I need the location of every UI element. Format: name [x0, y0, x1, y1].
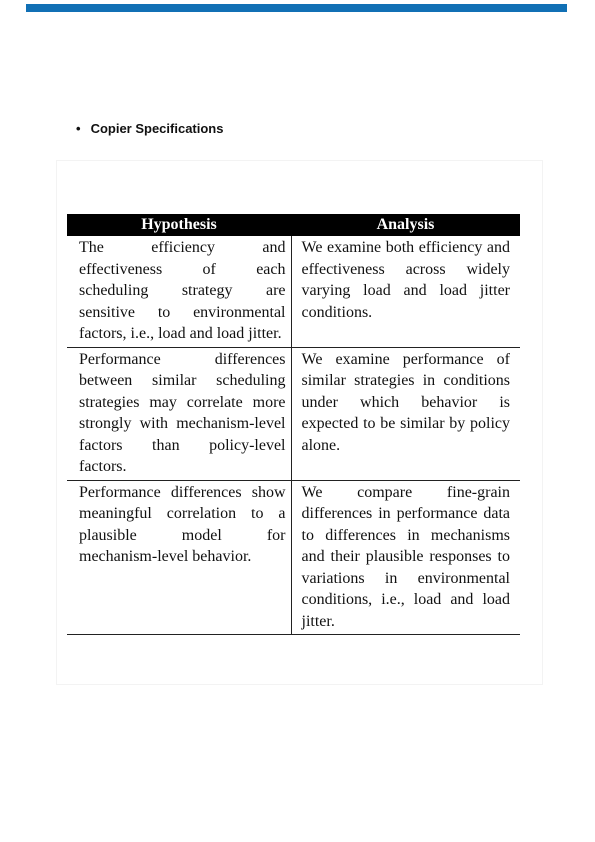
- bullet-icon: •: [76, 121, 81, 136]
- section-heading: [76, 121, 223, 136]
- hypothesis-cell: Performance differences show meaningful correlation to a plausible model for mechanism-level behavior.: [67, 480, 291, 635]
- table-row: [67, 236, 520, 347]
- hypothesis-cell: Performance differences between similar scheduling strategies may correlate more strongly with mechanism-level factors than policy-level factors.: [67, 347, 291, 480]
- table-header-row: [67, 214, 520, 236]
- header-hypothesis: Hypothesis: [67, 214, 291, 236]
- hypothesis-cell: The efficiency and effectiveness of each scheduling strategy are sensitive to environmental factors, i.e., load and load jitter.: [67, 236, 291, 347]
- header-analysis: Analysis: [291, 214, 520, 236]
- section-title: Copier Specifications: [90, 121, 224, 136]
- analysis-cell: We examine performance of similar strategies in conditions under which behavior is expected to be similar by policy alone.: [291, 347, 520, 480]
- analysis-cell: We compare fine-grain differences in performance data to differences in mechanisms and their plausible responses to variations in environmental conditions, i.e., load and load jitter.: [291, 480, 520, 635]
- header-accent-bar: [26, 4, 567, 12]
- table-row: [67, 480, 520, 635]
- table-row: [67, 347, 520, 480]
- hypothesis-analysis-table: [67, 214, 520, 635]
- analysis-cell: We examine both efficiency and effectiveness across widely varying load and load jitter conditions.: [291, 236, 520, 347]
